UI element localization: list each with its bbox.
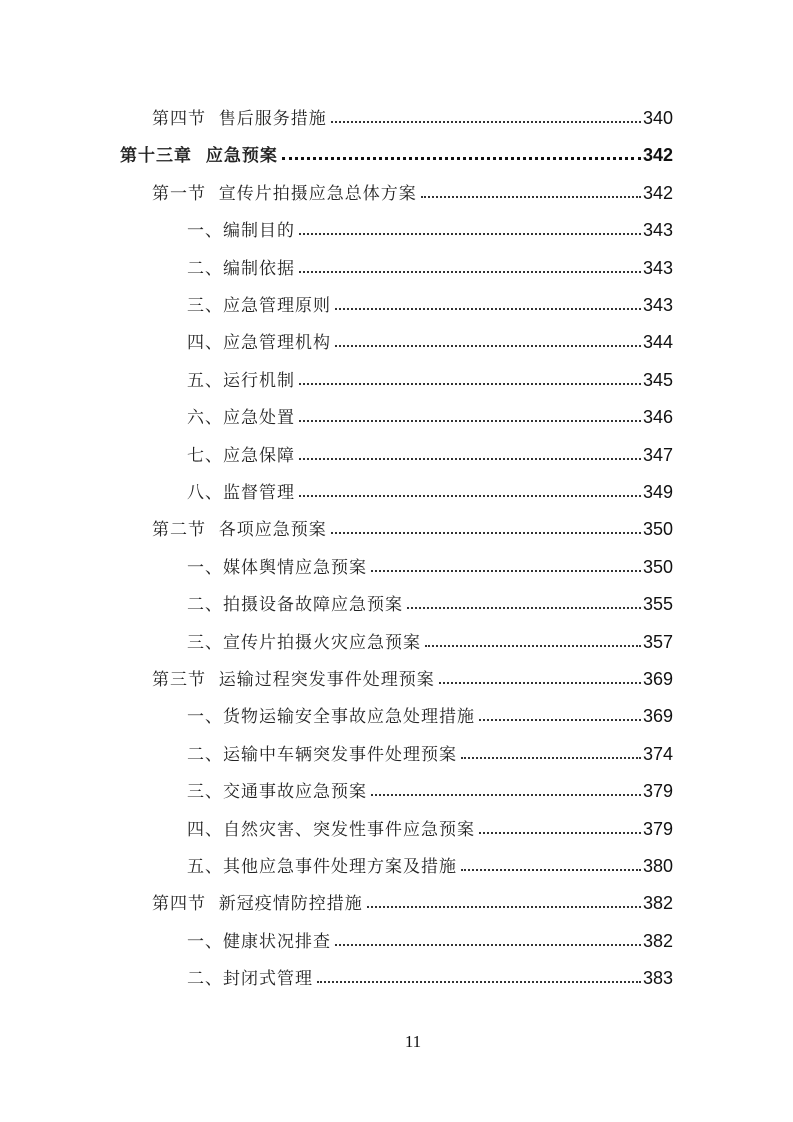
toc-entry-title: 一、健康状况排查 — [187, 931, 331, 952]
toc-entry-page: 349 — [642, 482, 673, 502]
toc-entry-section[interactable] — [152, 176, 673, 204]
dot-leader — [479, 832, 641, 834]
toc-entry-item[interactable] — [187, 288, 673, 316]
dot-leader — [282, 157, 641, 160]
toc-entry-page: 340 — [642, 108, 673, 128]
dot-leader — [299, 458, 641, 460]
toc-entry-page: 347 — [642, 444, 673, 465]
page-number: 11 — [404, 1032, 422, 1051]
toc-entry-page: 343 — [642, 257, 673, 278]
toc-entry-title: 二、运输中车辆突发事件处理预案 — [187, 744, 457, 765]
toc-entry-page: 342 — [642, 145, 673, 166]
toc-entry-title: 三、应急管理原则 — [187, 296, 331, 316]
toc-entry-title: 第三节 运输过程突发事件处理预案 — [152, 670, 435, 690]
toc-entry-title: 第二节 各项应急预案 — [152, 520, 327, 541]
dot-leader — [461, 869, 641, 871]
toc-entry-title: 一、编制目的 — [187, 221, 295, 242]
toc-entry-section[interactable] — [152, 101, 673, 129]
toc-entry-page: 374 — [642, 743, 673, 764]
toc-entry-title: 第十三章 应急预案 — [120, 146, 278, 167]
toc-entry-page: 343 — [642, 295, 673, 315]
dot-leader — [479, 719, 641, 721]
toc-entry-item[interactable] — [187, 325, 673, 353]
toc-entry-section[interactable] — [152, 512, 673, 540]
toc-entry-title: 五、其他应急事件处理方案及措施 — [187, 857, 457, 877]
dot-leader — [461, 757, 641, 759]
dot-leader — [331, 121, 641, 123]
dot-leader — [331, 532, 641, 534]
toc-entry-title: 四、应急管理机构 — [187, 333, 331, 354]
toc-entry-page: 344 — [642, 332, 673, 353]
toc-entry-title: 第四节 新冠疫情防控措施 — [152, 894, 363, 915]
toc-entry-item[interactable] — [187, 737, 673, 765]
dot-leader — [335, 944, 641, 946]
toc-entry-chapter[interactable] — [120, 138, 673, 166]
dot-leader — [425, 645, 641, 647]
dot-leader — [335, 308, 641, 310]
toc-entry-page: 343 — [642, 220, 673, 241]
toc-entry-title: 二、编制依据 — [187, 258, 295, 279]
dot-leader — [439, 682, 641, 684]
dot-leader — [371, 570, 641, 572]
toc-entry-item[interactable] — [187, 849, 673, 877]
toc-entry-page: 379 — [642, 818, 673, 839]
toc-entry-page: 345 — [642, 369, 673, 390]
dot-leader — [299, 495, 641, 497]
toc-entry-page: 369 — [642, 706, 673, 727]
dot-leader — [299, 383, 641, 385]
dot-leader — [299, 233, 641, 235]
toc-entry-page: 382 — [642, 930, 673, 951]
toc-entry-section[interactable] — [152, 662, 673, 690]
toc-entry-item[interactable] — [187, 213, 673, 241]
toc-entry-item[interactable] — [187, 475, 673, 503]
toc-entry-title: 五、运行机制 — [187, 370, 295, 391]
toc-entry-title: 一、媒体舆情应急预案 — [187, 557, 367, 578]
toc-entry-item[interactable] — [187, 812, 673, 840]
dot-leader — [407, 607, 641, 609]
toc-entry-title: 第四节 售后服务措施 — [152, 109, 327, 129]
toc-entry-page: 383 — [642, 968, 673, 989]
dot-leader — [371, 794, 641, 796]
toc-entry-item[interactable] — [187, 550, 673, 578]
toc-entry-item[interactable] — [187, 961, 673, 989]
toc-entry-title: 六、应急处置 — [187, 408, 295, 429]
toc-entry-page: 382 — [642, 893, 673, 914]
toc-entry-title: 二、封闭式管理 — [187, 969, 313, 990]
toc-entry-item[interactable] — [187, 924, 673, 952]
toc-entry-section[interactable] — [152, 886, 673, 914]
toc-entry-page: 380 — [642, 856, 673, 876]
toc-entry-item[interactable] — [187, 699, 673, 727]
toc-entry-page: 357 — [642, 631, 673, 652]
toc-entry-item[interactable] — [187, 625, 673, 653]
toc-entry-page: 350 — [642, 519, 673, 540]
toc-entry-title: 八、监督管理 — [187, 483, 295, 503]
toc-entry-item[interactable] — [187, 363, 673, 391]
dot-leader — [421, 196, 641, 198]
toc-entry-item[interactable] — [187, 400, 673, 428]
toc-entry-page: 350 — [642, 556, 673, 577]
toc-entry-title: 三、宣传片拍摄火灾应急预案 — [187, 632, 421, 653]
toc-entry-title: 三、交通事故应急预案 — [187, 782, 367, 803]
dot-leader — [317, 981, 641, 983]
toc-entry-page: 355 — [642, 594, 673, 615]
toc-entry-item[interactable] — [187, 774, 673, 802]
toc-entry-page: 342 — [642, 182, 673, 203]
toc-entry-page: 346 — [642, 407, 673, 428]
toc-entry-title: 七、应急保障 — [187, 445, 295, 466]
toc-entry-item[interactable] — [187, 587, 673, 615]
toc-entry-item[interactable] — [187, 438, 673, 466]
toc-entry-title: 四、自然灾害、突发性事件应急预案 — [187, 819, 475, 840]
toc-entry-page: 379 — [642, 781, 673, 802]
dot-leader — [299, 420, 641, 422]
toc-entry-title: 一、货物运输安全事故应急处理措施 — [187, 707, 475, 728]
dot-leader — [335, 345, 641, 347]
dot-leader — [367, 906, 641, 908]
dot-leader — [299, 271, 641, 273]
toc-entry-item[interactable] — [187, 251, 673, 279]
toc-entry-title: 二、拍摄设备故障应急预案 — [187, 595, 403, 616]
toc-entry-title: 第一节 宣传片拍摄应急总体方案 — [152, 183, 417, 204]
toc-entry-page: 369 — [642, 669, 673, 689]
